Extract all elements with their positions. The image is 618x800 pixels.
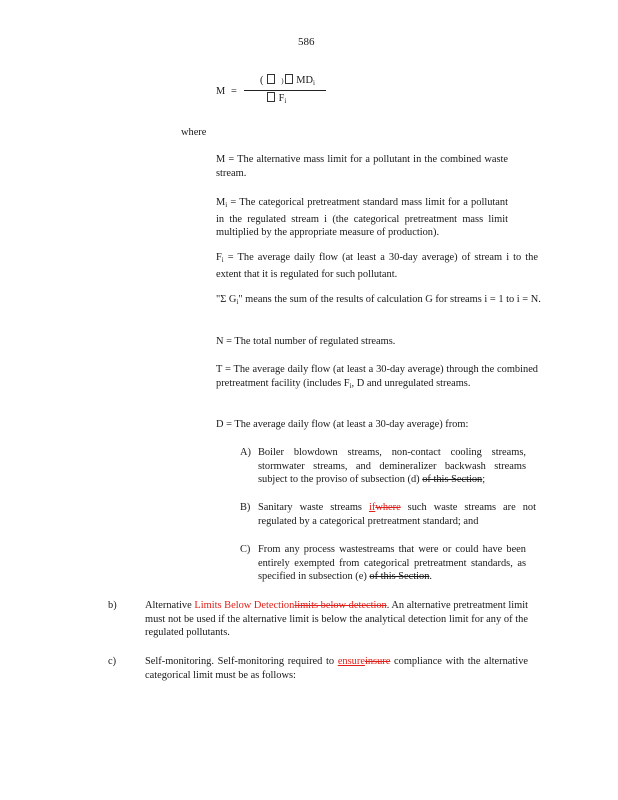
inserted-text: if bbox=[368, 502, 376, 513]
sub-item-a-label: A) bbox=[240, 447, 251, 458]
sub-item-b-label: B) bbox=[240, 502, 251, 513]
symbol-placeholder-icon bbox=[267, 74, 275, 84]
sub-item-a: Boiler blowdown streams, non-contact cooling streams, stormwater streams, and demineralizer backwash streams subject to the proviso of subsection (d) of this Section; bbox=[258, 447, 526, 485]
section-c: Self-monitoring. Self-monitoring required to ensureinsure compliance with the alternative categorical limit must be as follows: bbox=[145, 656, 528, 681]
formula-numerator: ( ) $MD_i$ bbox=[260, 75, 315, 87]
section-b-label: b) bbox=[108, 600, 117, 611]
definition-m: M = The alternative mass limit for a pollutant in the combined waste stream. bbox=[216, 154, 508, 179]
formula-equals: = bbox=[231, 86, 237, 97]
inserted-text: ensure bbox=[337, 656, 365, 667]
sub-item-c-label: C) bbox=[240, 544, 251, 555]
definition-mi: $M_i$ = The categorical pretreatment standard mass limit for a pollutant in the regulated stream i (the categorical pretreatment mass limit multiplied by the appropriate measure of production). bbox=[216, 197, 508, 238]
section-b: Alternative Limits Below Detectionlimits below detection. An alternative pretreatment limit must not be used if the alternative limit is below the analytical detection limit for any of the regulated pollutants. bbox=[145, 600, 529, 638]
definition-d: D = The average daily flow (at least a 30-day average) from: bbox=[216, 419, 469, 430]
deleted-text: where bbox=[375, 502, 401, 513]
formula bbox=[216, 72, 326, 112]
formula-lhs: M bbox=[216, 86, 226, 97]
symbol-placeholder-icon bbox=[285, 74, 293, 84]
inserted-text: Limits Below Detection bbox=[194, 600, 295, 611]
page-number: 586 bbox=[298, 36, 315, 48]
sub-item-c: From any process wastestreams that were or could have been entirely exempted from categorical pretreatment standards, as specified in subsection (e) of this Section. bbox=[258, 544, 526, 582]
where-label: where bbox=[181, 127, 207, 138]
deleted-text: limits below detection bbox=[294, 600, 387, 611]
deleted-text: of this Section bbox=[422, 474, 483, 485]
definition-fi: $F_i$ = The average daily flow (at least a 30-day average) of stream i to the extent that it is regulated for such pollutant. bbox=[216, 252, 538, 280]
symbol-placeholder-icon bbox=[267, 92, 275, 102]
deleted-text: of this Section bbox=[369, 571, 430, 582]
section-c-label: c) bbox=[108, 656, 117, 667]
formula-denominator: $F_i$ bbox=[266, 92, 286, 109]
sub-item-b: Sanitary waste streams ifwhere such waste streams are not regulated by a categorical pretreatment standard; and bbox=[258, 502, 536, 527]
deleted-text: insure bbox=[364, 656, 391, 667]
fraction-bar bbox=[244, 90, 326, 91]
definition-n: N = The total number of regulated streams. bbox=[216, 336, 396, 347]
definition-sum-g: "Σ $G_i$" means the sum of the results of calculation G for streams i = 1 to i = N. bbox=[216, 294, 541, 306]
definition-t: T = The average daily flow (at least a 30-day average) through the combined pretreatment facility (includes $F_i$, D and unregulated streams. bbox=[216, 364, 538, 390]
